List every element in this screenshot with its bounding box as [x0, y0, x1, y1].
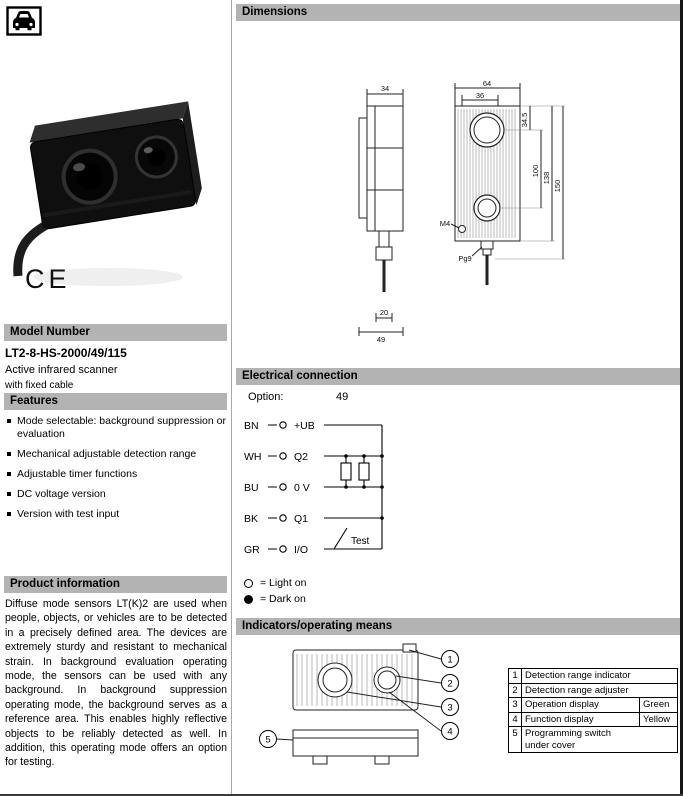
electrical-connection-header: Electrical connection [236, 368, 680, 385]
circle-filled-icon [244, 595, 253, 604]
legend-dark-on-label: = Dark on [260, 593, 306, 605]
feature-item: Mechanical adjustable detection range [5, 448, 227, 461]
indicators-header: Indicators/operating means [236, 618, 680, 635]
row-number: 3 [509, 698, 522, 713]
callout-2: 2 [447, 678, 453, 690]
dim-side-width: 34 [380, 84, 390, 93]
callout-4: 4 [447, 726, 453, 738]
dim-foot-depth: 20 [379, 308, 389, 317]
dim-total-depth: 49 [376, 335, 386, 344]
row-description: Detection range indicator [522, 669, 678, 684]
dim-thread: M4 [439, 219, 451, 228]
test-label: Test [351, 536, 370, 547]
row-description: Function display [522, 712, 640, 727]
row-number: 2 [509, 683, 522, 698]
wire-signal-label: Q1 [294, 513, 309, 525]
row-description: Detection range adjuster [522, 683, 678, 698]
callout-1: 1 [447, 654, 453, 666]
row-value: Yellow [640, 712, 678, 727]
feature-item: Adjustable timer functions [5, 468, 227, 481]
sensor-body [27, 101, 204, 229]
row-description [522, 727, 678, 753]
indicators-table [508, 668, 678, 753]
product-information-header: Product information [4, 576, 227, 593]
feature-item: DC voltage version [5, 488, 227, 501]
column-divider [231, 0, 232, 796]
wire-signal-label: 0 V [294, 482, 310, 494]
row-number: 4 [509, 712, 522, 727]
dim-body-height: 138 [542, 171, 551, 185]
ce-mark: CE [25, 264, 71, 294]
model-number-value: LT2-8-HS-2000/49/115 [5, 346, 127, 360]
option-value: 49 [336, 391, 349, 403]
model-description: Active infrared scanner [5, 364, 118, 376]
dimensions-drawing [345, 78, 595, 363]
circle-outline-icon [244, 579, 253, 588]
callout-5: 5 [265, 734, 271, 746]
table-row [509, 727, 678, 753]
wire-color-label: GR [244, 544, 260, 556]
features-header: Features [4, 393, 227, 410]
wire-color-label: BK [244, 513, 259, 525]
indicators-drawing [255, 642, 475, 782]
row-number: 1 [509, 669, 522, 684]
wire-signal-label: Q2 [294, 451, 309, 463]
row-number: 5 [509, 727, 522, 753]
legend-dark-on [244, 591, 306, 607]
table-row [509, 669, 678, 684]
dim-top-to-lens: 34.5 [520, 112, 529, 128]
dim-gland: Pg9 [458, 254, 472, 263]
product-information-text: Diffuse mode sensors LT(K)2 are used when people, objects, or vehicles are to be detected in a precisely defined area. The devices are extremely sturdy and resistant to mechanical strain. In background evaluation operating mode, the sensors can be used with any background. In background suppression operating mode, the background serves as a reference area. This enables highly reflective objects to be reliably detected as well. In addition, this operating mode offers an option for testing. [5, 598, 227, 769]
table-row [509, 698, 678, 713]
wiring-diagram [242, 408, 532, 576]
legend-light-on [244, 575, 306, 591]
vehicle-detection-icon [6, 6, 42, 36]
wire-signal-label: I/O [294, 544, 309, 556]
dim-lens-offset: 36 [475, 91, 485, 100]
dim-front-width: 64 [482, 79, 492, 88]
dim-total-height: 150 [553, 179, 562, 193]
callout-3: 3 [447, 702, 453, 714]
wire-color-label: BN [244, 420, 259, 432]
dim-lens-spacing: 100 [531, 164, 540, 178]
legend-light-on-label: = Light on [260, 577, 307, 589]
row-description-text: Programming switch under cover [525, 728, 612, 751]
row-description: Operation display [522, 698, 640, 713]
wire-color-label: WH [244, 451, 262, 463]
row-value: Green [640, 698, 678, 713]
option-label: Option: [248, 391, 284, 403]
wire-color-label: BU [244, 482, 259, 494]
dimensions-header: Dimensions [236, 4, 680, 21]
model-sub-description: with fixed cable [5, 380, 74, 391]
features-list [5, 415, 227, 528]
feature-item: Mode selectable: background suppression or evaluation [5, 415, 227, 441]
table-row [509, 683, 678, 698]
wire-signal-label: +UB [294, 420, 315, 432]
table-row [509, 712, 678, 727]
model-number-header: Model Number [4, 324, 227, 341]
test-switch [334, 528, 347, 549]
feature-item: Version with test input [5, 508, 227, 521]
